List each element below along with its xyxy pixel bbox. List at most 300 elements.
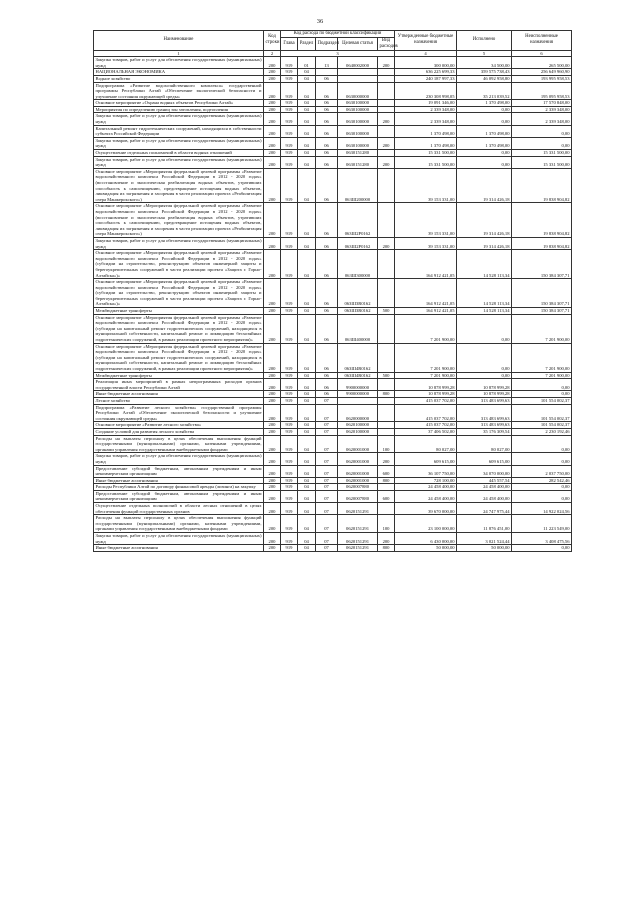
row-name: Закупка товаров, работ и услуг для обеспечения государственных (муниципальных) нужд xyxy=(95,237,262,249)
row-subsection: 06 xyxy=(316,106,338,113)
row-subsection: 06 xyxy=(316,250,338,279)
table-row xyxy=(94,484,572,491)
row-name: Иные бюджетные ассигнования xyxy=(94,391,264,398)
row-section: 04 xyxy=(298,484,316,491)
row-code: 200 xyxy=(264,515,281,533)
row-target: 0630100000 xyxy=(338,113,378,125)
row-subsection: 07 xyxy=(316,533,338,545)
row-unexecuted: 150 384 307,71 xyxy=(512,308,572,315)
table-body xyxy=(94,57,572,552)
row-name: Водное хозяйство xyxy=(94,75,264,82)
row-executed: 34 500,00 xyxy=(457,57,512,69)
row-executed: 46 092 958,80 xyxy=(457,75,512,82)
row-section: 04 xyxy=(298,490,316,502)
row-subsection: 06 xyxy=(316,125,338,137)
row-name: Межбюджетные трансферты xyxy=(94,308,264,315)
table-row xyxy=(94,490,572,502)
row-approved: 415 037 702,00 xyxy=(395,397,457,404)
row-subsection: 06 xyxy=(316,308,338,315)
header-chapter: Глава xyxy=(281,37,298,50)
row-executed: 0,00 xyxy=(457,113,512,125)
table-row xyxy=(94,82,572,100)
row-unexecuted: 7 201 900,00 xyxy=(512,372,572,379)
row-chapter: 919 xyxy=(281,397,298,404)
row-target: 0620001000 xyxy=(338,435,378,453)
row-code: 200 xyxy=(264,279,281,308)
row-expense-type: 800 xyxy=(378,391,395,398)
row-section: 04 xyxy=(298,113,316,125)
row-subsection: 06 xyxy=(316,372,338,379)
row-expense-type xyxy=(378,106,395,113)
row-name: Иные бюджетные ассигнования xyxy=(94,545,264,552)
row-name: Межбюджетные трансферты xyxy=(94,372,264,379)
row-expense-type: 200 xyxy=(378,137,395,149)
row-subsection: 06 xyxy=(316,82,338,100)
row-expense-type xyxy=(378,428,395,435)
row-code: 200 xyxy=(264,503,281,515)
row-section: 04 xyxy=(298,137,316,149)
row-approved: 36 107 750,00 xyxy=(395,465,457,477)
row-executed: 35 213 039,52 xyxy=(457,82,512,100)
row-unexecuted: 7 201 900,00 xyxy=(512,343,572,372)
row-section: 04 xyxy=(298,308,316,315)
table-row xyxy=(94,279,572,308)
row-unexecuted: 15 331 500,00 xyxy=(512,150,572,157)
row-target: 063Ш300000 xyxy=(338,250,378,279)
row-expense-type xyxy=(378,203,395,238)
header-classification: Код расхода по бюджетной классификации xyxy=(281,31,395,38)
row-code: 200 xyxy=(264,435,281,453)
row-code: 200 xyxy=(264,69,281,76)
row-chapter: 919 xyxy=(281,237,298,249)
row-unexecuted: 193 995 958,53 xyxy=(512,75,572,82)
row-unexecuted: 19 838 904,82 xyxy=(512,203,572,238)
row-unexecuted: 0,00 xyxy=(512,125,572,137)
row-name: Основное мероприятие «Охрана водных объектов Республики Алтай» xyxy=(94,100,264,107)
row-unexecuted: 11 223 549,00 xyxy=(512,515,572,533)
row-executed: 313 483 699,63 xyxy=(457,404,512,422)
row-name: Реализация иных мероприятий в рамках непрограммных расходов органов государственной власти Республики Алтай xyxy=(95,379,262,390)
row-unexecuted: 0,00 xyxy=(512,379,572,391)
row-chapter: 919 xyxy=(281,422,298,429)
row-name: Капитальный ремонт гидротехнических сооружений, находящихся в собственности субъекта Российской Федерации xyxy=(95,125,262,137)
row-expense-type: 500 xyxy=(378,372,395,379)
table-row xyxy=(94,125,572,137)
row-chapter: 919 xyxy=(281,314,298,343)
row-approved: 39 153 331,00 xyxy=(395,168,457,203)
row-expense-type: 200 xyxy=(378,533,395,545)
row-executed: 313 483 699,63 xyxy=(457,397,512,404)
row-code: 200 xyxy=(264,428,281,435)
row-expense-type xyxy=(378,168,395,203)
row-target: 0630100000 xyxy=(338,100,378,107)
row-expense-type: 200 xyxy=(378,113,395,125)
row-code: 200 xyxy=(264,422,281,429)
row-executed: 34 070 000,00 xyxy=(457,465,512,477)
row-expense-type: 600 xyxy=(378,465,395,477)
table-row xyxy=(94,379,572,391)
row-unexecuted: 0,00 xyxy=(512,484,572,491)
row-target xyxy=(338,397,378,404)
header-code: Код строки xyxy=(264,31,281,51)
row-chapter: 919 xyxy=(281,379,298,391)
row-unexecuted: 0,00 xyxy=(512,490,572,502)
row-executed: 0,00 xyxy=(457,106,512,113)
row-expense-type xyxy=(378,314,395,343)
row-section: 04 xyxy=(298,422,316,429)
row-target: 0630151280 xyxy=(338,156,378,168)
row-chapter: 919 xyxy=(281,156,298,168)
table-row xyxy=(94,545,572,552)
row-subsection: 06 xyxy=(316,150,338,157)
row-chapter: 919 xyxy=(281,279,298,308)
row-expense-type xyxy=(378,100,395,107)
row-name: Иные бюджетные ассигнования xyxy=(94,477,264,484)
row-section: 04 xyxy=(298,391,316,398)
row-executed: 14 528 113,34 xyxy=(457,279,512,308)
row-target: 0640002000 xyxy=(338,57,378,69)
header-executed: Исполнено xyxy=(457,31,512,51)
row-unexecuted: 265 500,00 xyxy=(512,57,572,69)
row-unexecuted: 2 037 750,00 xyxy=(512,465,572,477)
table-row xyxy=(94,533,572,545)
row-name: Закупка товаров, работ и услуг для обеспечения государственных (муниципальных) нужд xyxy=(95,113,262,125)
row-section: 04 xyxy=(298,515,316,533)
row-unexecuted: 0,00 xyxy=(512,545,572,552)
row-name: Основное мероприятие «Мероприятия федеральной целевой программы «Развитие водохозяйственного комплекса Российской Федерации в 2012 - 2020 годах» (восстановление и экологическая реабилитация водных объектов, утративших способность к самоочищению, предотвращение истощения водных объектов, ликвидация их загрязнения и засорения в части реализации проекта «Реабилитация озера Манжерокского») xyxy=(95,168,262,202)
row-expense-type xyxy=(378,503,395,515)
row-executed: 359 575 738,43 xyxy=(457,69,512,76)
row-chapter: 919 xyxy=(281,391,298,398)
row-executed: 609 615,00 xyxy=(457,453,512,465)
table-row xyxy=(94,515,572,533)
row-section: 04 xyxy=(298,100,316,107)
row-chapter: 919 xyxy=(281,57,298,69)
table-row xyxy=(94,106,572,113)
row-target xyxy=(338,75,378,82)
column-index-row xyxy=(94,50,572,57)
table-row xyxy=(94,113,572,125)
row-subsection: 06 xyxy=(316,314,338,343)
row-target: 063Ш200000 xyxy=(338,168,378,203)
row-chapter: 919 xyxy=(281,404,298,422)
row-approved: 7 201 900,00 xyxy=(395,314,457,343)
row-unexecuted: 0,00 xyxy=(512,435,572,453)
row-chapter: 919 xyxy=(281,69,298,76)
row-executed: 24 458 400,00 xyxy=(457,490,512,502)
row-unexecuted: 19 838 904,82 xyxy=(512,237,572,249)
row-chapter: 919 xyxy=(281,150,298,157)
row-section: 04 xyxy=(298,477,316,484)
row-chapter: 919 xyxy=(281,428,298,435)
row-chapter: 919 xyxy=(281,100,298,107)
row-executed: 50 000,00 xyxy=(457,545,512,552)
row-approved: 10 878 999,28 xyxy=(395,391,457,398)
row-approved: 50 000,00 xyxy=(395,545,457,552)
row-unexecuted: 17 570 848,00 xyxy=(512,100,572,107)
row-name: Закупка товаров, работ и услуг для обеспечения государственных (муниципальных) нужд xyxy=(95,137,262,149)
row-section: 04 xyxy=(298,465,316,477)
row-target: 0630100000 xyxy=(338,106,378,113)
row-chapter: 919 xyxy=(281,203,298,238)
row-executed: 0,00 xyxy=(457,156,512,168)
row-chapter: 919 xyxy=(281,465,298,477)
row-expense-type: 800 xyxy=(378,545,395,552)
row-chapter: 919 xyxy=(281,137,298,149)
row-approved: 37 406 502,00 xyxy=(395,428,457,435)
row-approved: 728 100,00 xyxy=(395,477,457,484)
row-target: 063Ш3R0162 xyxy=(338,279,378,308)
row-approved: 164 912 421,05 xyxy=(395,308,457,315)
row-subsection: 07 xyxy=(316,490,338,502)
row-chapter: 919 xyxy=(281,75,298,82)
row-executed: 24 458 400,00 xyxy=(457,484,512,491)
index-cell: 4 xyxy=(395,50,457,57)
row-code: 200 xyxy=(264,453,281,465)
row-approved: 164 912 421,05 xyxy=(395,279,457,308)
row-name: Закупка товаров, работ и услуг для обеспечения государственных (муниципальных) нужд xyxy=(95,533,262,544)
row-expense-type xyxy=(378,397,395,404)
table-row xyxy=(94,150,572,157)
row-code: 200 xyxy=(264,168,281,203)
row-section: 04 xyxy=(298,82,316,100)
table-row xyxy=(94,69,572,76)
row-approved: 80 027,00 xyxy=(395,435,457,453)
row-code: 200 xyxy=(264,82,281,100)
row-section: 04 xyxy=(298,428,316,435)
row-chapter: 919 xyxy=(281,453,298,465)
row-target: 0630100000 xyxy=(338,137,378,149)
row-code: 200 xyxy=(264,379,281,391)
row-unexecuted: 2 339 348,00 xyxy=(512,106,572,113)
row-target: 063Ш4R0162 xyxy=(338,372,378,379)
table-row xyxy=(94,453,572,465)
row-section: 04 xyxy=(298,75,316,82)
row-code: 200 xyxy=(264,477,281,484)
row-section: 04 xyxy=(298,314,316,343)
row-code: 200 xyxy=(264,465,281,477)
row-section: 04 xyxy=(298,203,316,238)
row-executed: 0,00 xyxy=(457,372,512,379)
row-chapter: 919 xyxy=(281,533,298,545)
table-header xyxy=(94,31,572,57)
row-target: 0620000000 xyxy=(338,404,378,422)
table-row xyxy=(94,57,572,69)
row-expense-type xyxy=(378,422,395,429)
row-unexecuted: 14 922 024,56 xyxy=(512,503,572,515)
row-chapter: 919 xyxy=(281,250,298,279)
row-executed: 313 483 699,63 xyxy=(457,422,512,429)
row-name: Предоставление субсидий бюджетным, автономным учреждениям и иным некоммерческим организациям xyxy=(95,465,262,477)
row-target: 0630100000 xyxy=(338,125,378,137)
row-code: 200 xyxy=(264,397,281,404)
row-code: 200 xyxy=(264,57,281,69)
row-unexecuted: 2 230 192,46 xyxy=(512,428,572,435)
row-name: Осуществление отдельных полномочий в области водных отношений xyxy=(94,150,264,157)
row-executed: 35 176 309,54 xyxy=(457,428,512,435)
table-row xyxy=(94,465,572,477)
row-code: 200 xyxy=(264,137,281,149)
row-expense-type: 100 xyxy=(378,435,395,453)
row-approved: 7 201 900,00 xyxy=(395,343,457,372)
table-row xyxy=(94,372,572,379)
index-cell: 1 xyxy=(94,50,264,57)
table-row xyxy=(94,314,572,343)
row-section: 04 xyxy=(298,250,316,279)
row-subsection: 06 xyxy=(316,391,338,398)
index-cell: 2 xyxy=(264,50,281,57)
table-row xyxy=(94,203,572,238)
row-target: 0620001000 xyxy=(338,477,378,484)
table-row xyxy=(94,75,572,82)
row-section: 04 xyxy=(298,125,316,137)
row-section: 04 xyxy=(298,237,316,249)
row-executed: 1 370 498,00 xyxy=(457,100,512,107)
row-subsection: 06 xyxy=(316,137,338,149)
row-approved: 19 091 346,00 xyxy=(395,100,457,107)
row-expense-type xyxy=(378,69,395,76)
row-expense-type xyxy=(378,150,395,157)
row-code: 200 xyxy=(264,113,281,125)
row-executed: 19 314 426,18 xyxy=(457,168,512,203)
row-section: 04 xyxy=(298,379,316,391)
table-row xyxy=(94,156,572,168)
row-subsection: 07 xyxy=(316,465,338,477)
table-row xyxy=(94,435,572,453)
row-target: 0620001000 xyxy=(338,465,378,477)
row-name: Подпрограмма «Развитие лесного хозяйства» государственной программы Республики Алтай «Обеспечение экологической безопасности и улучшение состояния окружающей среды» xyxy=(95,404,262,421)
row-code: 200 xyxy=(264,250,281,279)
row-code: 200 xyxy=(264,150,281,157)
row-unexecuted: 150 384 307,71 xyxy=(512,279,572,308)
row-subsection xyxy=(316,69,338,76)
row-name: Основное мероприятие «Мероприятия федеральной целевой программы «Развитие водохозяйственного комплекса Российской Федерации в 2012 - 2020 годах» (субсидии на строительство, реконструкцию объектов инженерной защиты и берегоукрепительных сооружений в части реализации проекта «Защита г. Горно-Алтайска»)» xyxy=(95,279,262,307)
row-approved: 24 458 400,00 xyxy=(395,490,457,502)
row-subsection: 06 xyxy=(316,75,338,82)
row-name: Создание условий для развития лесного хозяйства xyxy=(94,428,264,435)
row-name: Закупка товаров, работ и услуг для обеспечения государственных (муниципальных) нужд xyxy=(95,57,262,68)
row-approved: 415 037 702,00 xyxy=(395,404,457,422)
row-approved: 1 370 498,00 xyxy=(395,137,457,149)
row-section: 04 xyxy=(298,106,316,113)
row-section: 04 xyxy=(298,150,316,157)
row-code: 200 xyxy=(264,391,281,398)
row-subsection: 07 xyxy=(316,422,338,429)
row-target: 9900000000 xyxy=(338,379,378,391)
row-subsection: 06 xyxy=(316,379,338,391)
row-section: 04 xyxy=(298,372,316,379)
row-executed: 14 528 113,34 xyxy=(457,308,512,315)
row-expense-type xyxy=(378,343,395,372)
row-chapter: 919 xyxy=(281,515,298,533)
row-section: 04 xyxy=(298,545,316,552)
row-name: Лесное хозяйство xyxy=(94,397,264,404)
row-name: Основное мероприятие «Мероприятия федеральной целевой программы «Развитие водохозяйственного комплекса Российской Федерации в 2012 - 2020 годах» (субсидии на строительство, реконструкцию объектов инженерной защиты и берегоукрепительных сооружений в части реализации проекта «Защита г. Горно-Алтайска»)» xyxy=(95,250,262,278)
row-chapter: 919 xyxy=(281,82,298,100)
row-subsection: 13 xyxy=(316,57,338,69)
row-section: 04 xyxy=(298,503,316,515)
index-cell: 6 xyxy=(512,50,572,57)
row-approved: 300 000,00 xyxy=(395,57,457,69)
row-expense-type xyxy=(378,484,395,491)
row-subsection: 07 xyxy=(316,428,338,435)
row-target: 0630000000 xyxy=(338,82,378,100)
row-expense-type: 200 xyxy=(378,57,395,69)
row-expense-type: 200 xyxy=(378,156,395,168)
row-executed: 24 747 975,44 xyxy=(457,503,512,515)
row-section: 04 xyxy=(298,404,316,422)
row-executed: 1 370 498,00 xyxy=(457,137,512,149)
row-chapter: 919 xyxy=(281,490,298,502)
row-section: 04 xyxy=(298,453,316,465)
row-name: Расходы на выплаты персоналу в целях обеспечения выполнения функций государственными (муниципальными) органами, казенными учреждениями, органами управления государственными внебюджетными фондами xyxy=(95,515,262,532)
row-subsection: 06 xyxy=(316,237,338,249)
row-unexecuted: 101 554 002,37 xyxy=(512,397,572,404)
header-unexecuted: Неисполненные назначения xyxy=(512,31,572,51)
table-row xyxy=(94,503,572,515)
row-chapter: 919 xyxy=(281,477,298,484)
row-expense-type: 800 xyxy=(378,477,395,484)
row-target: 0620100000 xyxy=(338,428,378,435)
row-chapter: 919 xyxy=(281,503,298,515)
row-executed: 10 878 999,28 xyxy=(457,379,512,391)
row-code: 200 xyxy=(264,106,281,113)
row-approved: 1 370 498,00 xyxy=(395,125,457,137)
row-code: 200 xyxy=(264,203,281,238)
table-row xyxy=(94,308,572,315)
row-subsection: 06 xyxy=(316,100,338,107)
row-target: 9900000000 xyxy=(338,391,378,398)
row-target: 063Ш3R0162 xyxy=(338,308,378,315)
row-approved: 164 912 421,05 xyxy=(395,250,457,279)
row-code: 200 xyxy=(264,156,281,168)
row-executed: 1 370 498,00 xyxy=(457,125,512,137)
row-unexecuted: 2 339 348,00 xyxy=(512,113,572,125)
row-name: Расходы Республики Алтай по договору финансовой аренды (лизинга) на закупку xyxy=(94,484,264,491)
index-cell: 5 xyxy=(457,50,512,57)
row-executed: 0,00 xyxy=(457,314,512,343)
row-code: 200 xyxy=(264,125,281,137)
row-subsection: 07 xyxy=(316,503,338,515)
row-executed: 19 314 426,18 xyxy=(457,203,512,238)
row-chapter: 919 xyxy=(281,106,298,113)
row-target: 0620151291 xyxy=(338,503,378,515)
row-approved: 609 615,00 xyxy=(395,453,457,465)
row-executed: 445 557,54 xyxy=(457,477,512,484)
row-name: Основное мероприятие «Развитие лесного хозяйства» xyxy=(94,422,264,429)
row-target: 0620151291 xyxy=(338,533,378,545)
table-row xyxy=(94,168,572,203)
row-expense-type xyxy=(378,125,395,137)
row-unexecuted: 19 838 904,82 xyxy=(512,168,572,203)
row-code: 200 xyxy=(264,237,281,249)
header-expense-type: Вид расходов xyxy=(379,37,398,49)
row-executed: 14 528 113,34 xyxy=(457,250,512,279)
header-target: Целевая статья xyxy=(338,37,378,50)
row-executed: 10 878 999,28 xyxy=(457,391,512,398)
row-section: 04 xyxy=(298,168,316,203)
row-expense-type: 200 xyxy=(378,453,395,465)
header-approved: Утвержденные бюджетные назначения xyxy=(395,31,457,51)
row-unexecuted: 195 095 958,53 xyxy=(512,82,572,100)
row-unexecuted: 15 331 500,00 xyxy=(512,156,572,168)
row-subsection: 07 xyxy=(316,477,338,484)
header-section: Раздел xyxy=(298,37,316,50)
row-name: Подпрограмма «Развитие водохозяйственного комплекса» государственной программы Республики Алтай «Обеспечение экологической безопасности и улучшение состояния окружающей среды» xyxy=(95,82,262,99)
row-executed: 0,00 xyxy=(457,343,512,372)
row-approved: 230 308 998,05 xyxy=(395,82,457,100)
row-code: 200 xyxy=(264,484,281,491)
